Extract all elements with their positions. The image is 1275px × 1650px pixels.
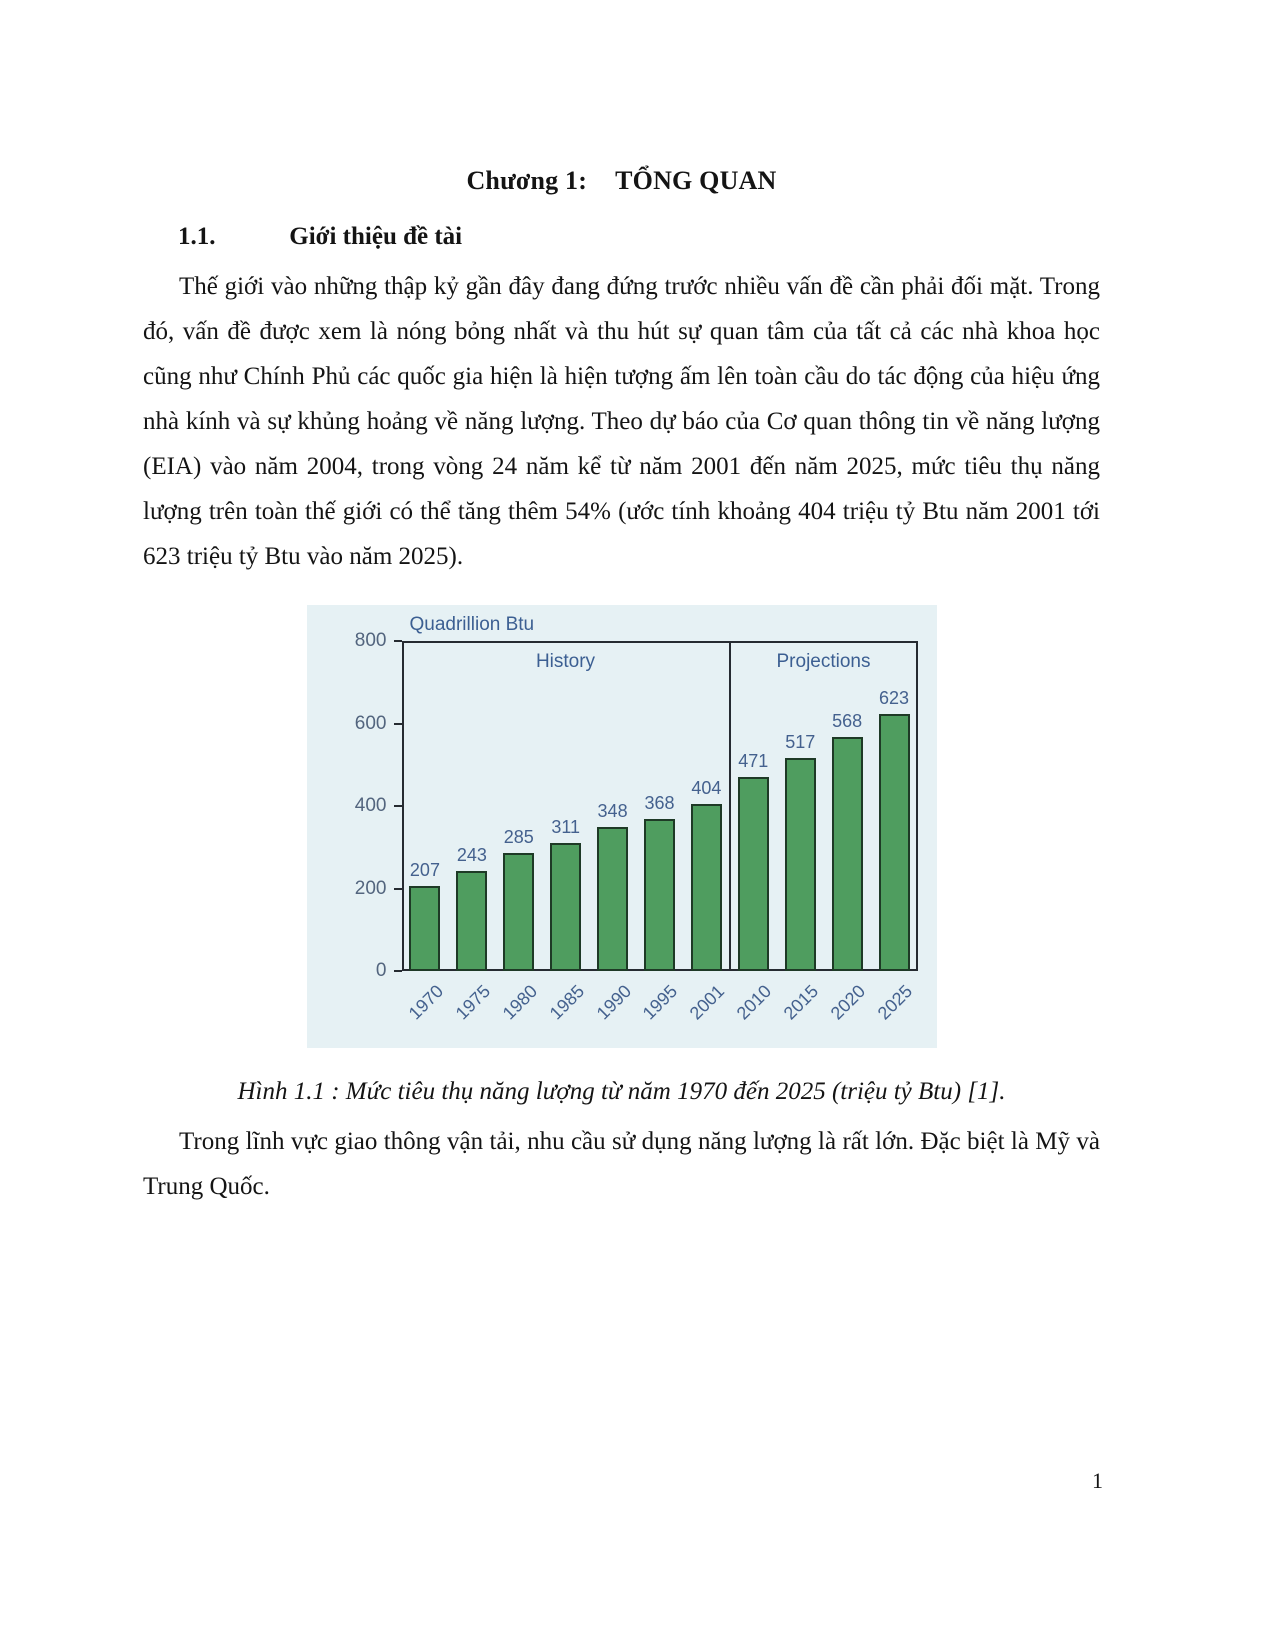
chart-title: Quadrillion Btu <box>409 614 535 635</box>
chapter-title <box>143 166 1100 196</box>
chart-bar <box>879 714 910 971</box>
y-axis-tick-mark <box>394 723 402 725</box>
x-axis-label: 1970 <box>404 981 448 1024</box>
x-axis-label: 2020 <box>826 981 870 1024</box>
y-axis-tick-label: 800 <box>354 630 387 651</box>
bar-value-label: 243 <box>456 845 487 865</box>
bar-value-label: 207 <box>409 860 440 880</box>
section-heading <box>143 223 1100 251</box>
x-axis-label: 2001 <box>686 981 729 1024</box>
bar-value-label: 623 <box>879 688 910 708</box>
y-axis-tick-label: 600 <box>354 712 387 734</box>
bar-value-label: 517 <box>785 732 816 752</box>
intro-paragraph: Thế giới vào những thập kỷ gần đây đang đứng trước nhiều vấn đề cần phải đối mặt. Trong đó, vấn đề được xem là nóng bỏng nhất và thu hút sự quan tâm của tất cả các nhà khoa học cũng như Chính Phủ các quốc gia hiện là hiện tượng ấm lên toàn cầu do tác động của hiệu ứng nhà kính và sự khủng hoảng về năng lượng. Theo dự báo của Cơ quan thông tin về năng lượng (EIA) vào năm 2004, trong vòng 24 năm kể từ năm 2001 đến năm 2025, mức tiêu thụ năng lượng trên toàn thế giới có thể tăng thêm 54% (ước tính khoảng 404 triệu tỷ Btu năm 2001 tới 623 triệu tỷ Btu vào năm 2025). <box>143 273 1100 570</box>
chart-bar <box>738 777 769 971</box>
bar-value-label: 311 <box>551 817 581 837</box>
y-axis-tick-mark <box>394 805 402 807</box>
history-label: History <box>535 651 596 672</box>
chart-bar <box>456 871 487 971</box>
y-axis-tick-mark <box>394 970 402 972</box>
chart-bar <box>832 737 863 971</box>
chart-bar <box>597 827 628 971</box>
y-axis-tick-label: 0 <box>375 960 387 981</box>
y-axis-tick-label: 200 <box>354 877 387 899</box>
projections-label: Projections <box>776 651 871 672</box>
bar-value-label: 404 <box>691 778 722 798</box>
bar-value-label: 368 <box>644 793 675 813</box>
x-axis-label: 2025 <box>873 981 917 1024</box>
x-axis-label: 1990 <box>592 981 635 1024</box>
bar-value-label: 285 <box>503 827 534 847</box>
chart-bar <box>691 804 722 971</box>
x-axis-label: 1985 <box>545 981 588 1024</box>
x-axis-label: 1995 <box>639 981 682 1024</box>
bar-chart <box>307 605 937 1048</box>
x-axis-label: 1980 <box>498 981 541 1024</box>
chart-bar <box>409 886 440 971</box>
section-number: 1.1. <box>178 223 216 250</box>
energy-chart-figure <box>143 605 1100 1048</box>
x-axis-label: 1975 <box>451 981 495 1024</box>
bar-value-label: 568 <box>832 711 863 731</box>
y-axis-tick-mark <box>394 888 402 890</box>
chapter-label: Chương 1: <box>466 166 588 195</box>
y-axis-tick-label: 400 <box>354 795 387 816</box>
chart-bar <box>785 758 816 971</box>
chart-bar <box>644 819 675 971</box>
x-axis-label: 2010 <box>733 981 776 1024</box>
history-projection-divider <box>729 641 731 971</box>
bar-value-label: 471 <box>738 751 769 771</box>
figure-caption: Hình 1.1 : Mức tiêu thụ năng lượng từ năm 1970 đến 2025 (triệu tỷ Btu) [1]. <box>237 1078 1006 1105</box>
bar-value-label: 348 <box>597 801 628 821</box>
transport-paragraph: Trong lĩnh vực giao thông vận tải, nhu cầu sử dụng năng lượng là rất lớn. Đặc biệt là Mỹ và Trung Quốc. <box>143 1128 1100 1200</box>
chart-bar <box>550 843 581 971</box>
chart-bar <box>503 853 534 971</box>
page-number: 1 <box>1092 1468 1103 1493</box>
section-title: Giới thiệu đề tài <box>289 223 463 250</box>
y-axis-tick-mark <box>394 640 402 642</box>
x-axis-label: 2015 <box>779 981 823 1024</box>
chapter-name: TỔNG QUAN <box>615 166 777 195</box>
